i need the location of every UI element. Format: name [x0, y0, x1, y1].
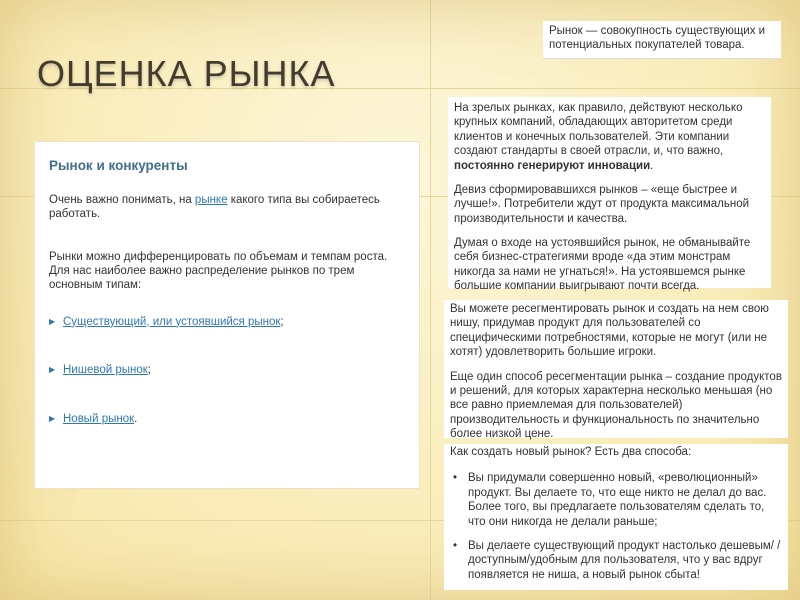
market-card-heading: Рынок и конкуренты: [49, 158, 188, 173]
list-item: [450, 539, 782, 582]
bullet-icon: ▶: [49, 365, 56, 375]
item-suffix: ;: [147, 364, 151, 377]
intro-text-after: какого типа вы собираетесь работать.: [49, 193, 380, 221]
bullet-icon: ▶: [49, 413, 56, 423]
existing-market-link[interactable]: Существующий, или устоявшийся рынок: [63, 315, 281, 328]
list-item: [450, 471, 782, 529]
market-card-intro: [49, 193, 405, 222]
list-item: [49, 315, 405, 329]
bullet-icon: •: [453, 539, 458, 552]
list-item: [49, 412, 405, 426]
segment-paragraph-1: Вы можете ресегментировать рынок и создать на нем свою нишу, придумав продукт для пользователей со специфическими потребностями, которые не могут (или не хотят) удовлетворить большие игроки.: [450, 303, 769, 359]
item-suffix: ;: [280, 315, 284, 328]
mature-paragraph-1: [454, 101, 765, 173]
definition-box: [543, 21, 781, 59]
mature-markets-box: [448, 97, 771, 293]
resegmentation-box: [444, 300, 788, 438]
list-item-text: Вы придумали совершенно новый, «революционный» продукт. Вы делаете то, что еще никто не делал до вас. Более того, вы предлагаете пользователям сделать то, что они никогда не делали раньше;: [468, 472, 767, 528]
bullet-icon: •: [453, 472, 458, 485]
new-market-link[interactable]: Новый рынок: [63, 412, 135, 425]
new-market-question: Как создать новый рынок? Есть два способа:: [450, 446, 692, 458]
mature-paragraph-2: Девиз сформировавшихся рынков – «еще быстрее и лучше!». Потребители ждут от продукта максимальной производительности и качества.: [454, 183, 750, 225]
niche-market-link[interactable]: Нишевой рынок: [63, 364, 148, 377]
mature-paragraph-3: Думая о входе на устоявшийся рынок, не обманывайте себя бизнес-стратегиями вроде «да этим монстрам никогда за нами не угнаться!». На устоявшемся рынке большие компании выигрывают почти всегда.: [454, 237, 751, 293]
mature-text-end: .: [650, 159, 654, 172]
item-suffix: .: [134, 412, 138, 425]
market-card-paragraph: Рынки можно дифференцировать по объемам и темпам роста. Для нас наиболее важно распределение рынков по трем основным типам:: [49, 250, 388, 292]
slide-title: ОЦЕНКА РЫНКА: [37, 53, 336, 94]
market-types-list: [49, 315, 405, 426]
intro-text-before: Очень важно понимать, на: [49, 193, 195, 206]
bullet-icon: ▶: [49, 316, 56, 326]
mature-text: На зрелых рынках, как правило, действуют несколько крупных компаний, обладающих авторитетом среди клиентов и конечных пользователей. Эти компании создают стандарты в своей отрасли, и, что важно,: [454, 102, 743, 158]
definition-text: Рынок — совокупность существующих и потенциальных покупателей товара.: [549, 25, 766, 52]
new-market-box: [444, 444, 788, 590]
mature-bold-text: постоянно генерируют инновации: [454, 159, 651, 172]
list-item: [49, 363, 405, 377]
list-item-text: Вы делаете существующий продукт настолько дешевым/ /доступным/удобным для пользователя, что у вас вдруг появляется не ниша, а новый рынок сбыта!: [468, 539, 781, 581]
market-link[interactable]: рынке: [194, 193, 228, 206]
background-rule: [430, 0, 431, 600]
market-types-card: [34, 141, 420, 489]
new-market-list: [450, 471, 782, 582]
segment-paragraph-2: Еще один способ ресегментации рынка – создание продуктов и решений, для которых характерна несколько меньшая (но все равно приемлемая для пользователей) производительность и функциональность по значительно более низкой цене.: [450, 370, 782, 440]
